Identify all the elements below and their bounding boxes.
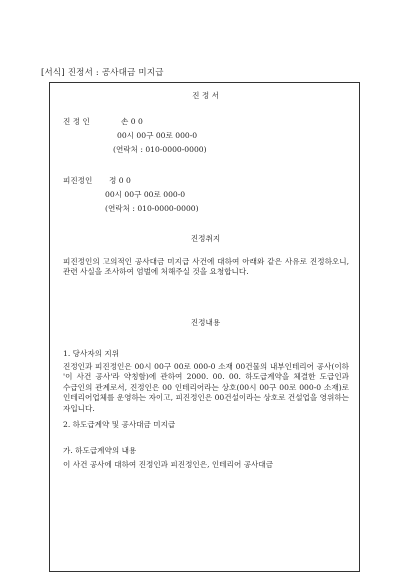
purpose-heading: 진정취지 [190,234,221,243]
petition-title: 진 정 서 [192,91,219,100]
respondent-label: 피진정인 [63,176,93,185]
respondent-contact: (연락처 : 010-0000-0000) [105,204,199,213]
petitioner-name: 손 0 0 [121,117,143,126]
section-2-title: 2. 하도급계약 및 공사대금 미지급 [63,420,176,429]
section-2a-text: 이 사건 공사에 대하여 진정인과 피진정인은, 인테리어 공사대금 [63,460,274,469]
respondent-name: 정 0 0 [109,176,131,185]
petitioner-contact: (연락처 : 010-0000-0000) [113,145,207,154]
petition-form [49,82,360,572]
respondent-address: 00시 00구 00로 000-0 [105,190,186,199]
content-heading: 진정내용 [190,318,221,327]
petitioner-label: 진 정 인 [63,117,90,126]
section-1-text: 진정인과 피진정인은 00시 00구 00로 000-0 소재 00건물의 내부인테리어 공사(이하 '이 사건 공사'라 약칭함)에 관하여 2000. 00. 00. 하도급계약을 체결한 도급인과 수급인의 관계로서, 진정인은 00 인테리어라는 상호(00시 00구 00로 000-0 소재)로 인테리어업체를 운영하는 자이고, 피진정인은 00건설이라는 상호로 건설업을 영위하는 자입니다. [63,362,349,413]
document-header: [서식] 진정서 : 공사대금 미지급 [41,68,164,78]
section-1-title: 1. 당사자의 지위 [63,349,120,358]
section-2a-title: 가. 하도급계약의 내용 [63,446,137,455]
petitioner-address: 00시 00구 00로 000-0 [117,131,198,140]
purpose-text: 피진정인의 고의적인 공사대금 미지급 사건에 대하여 아래와 같은 사유로 진정하오니, 관련 사실을 조사하여 엄벌에 처해주실 것을 요청합니다. [63,257,349,277]
